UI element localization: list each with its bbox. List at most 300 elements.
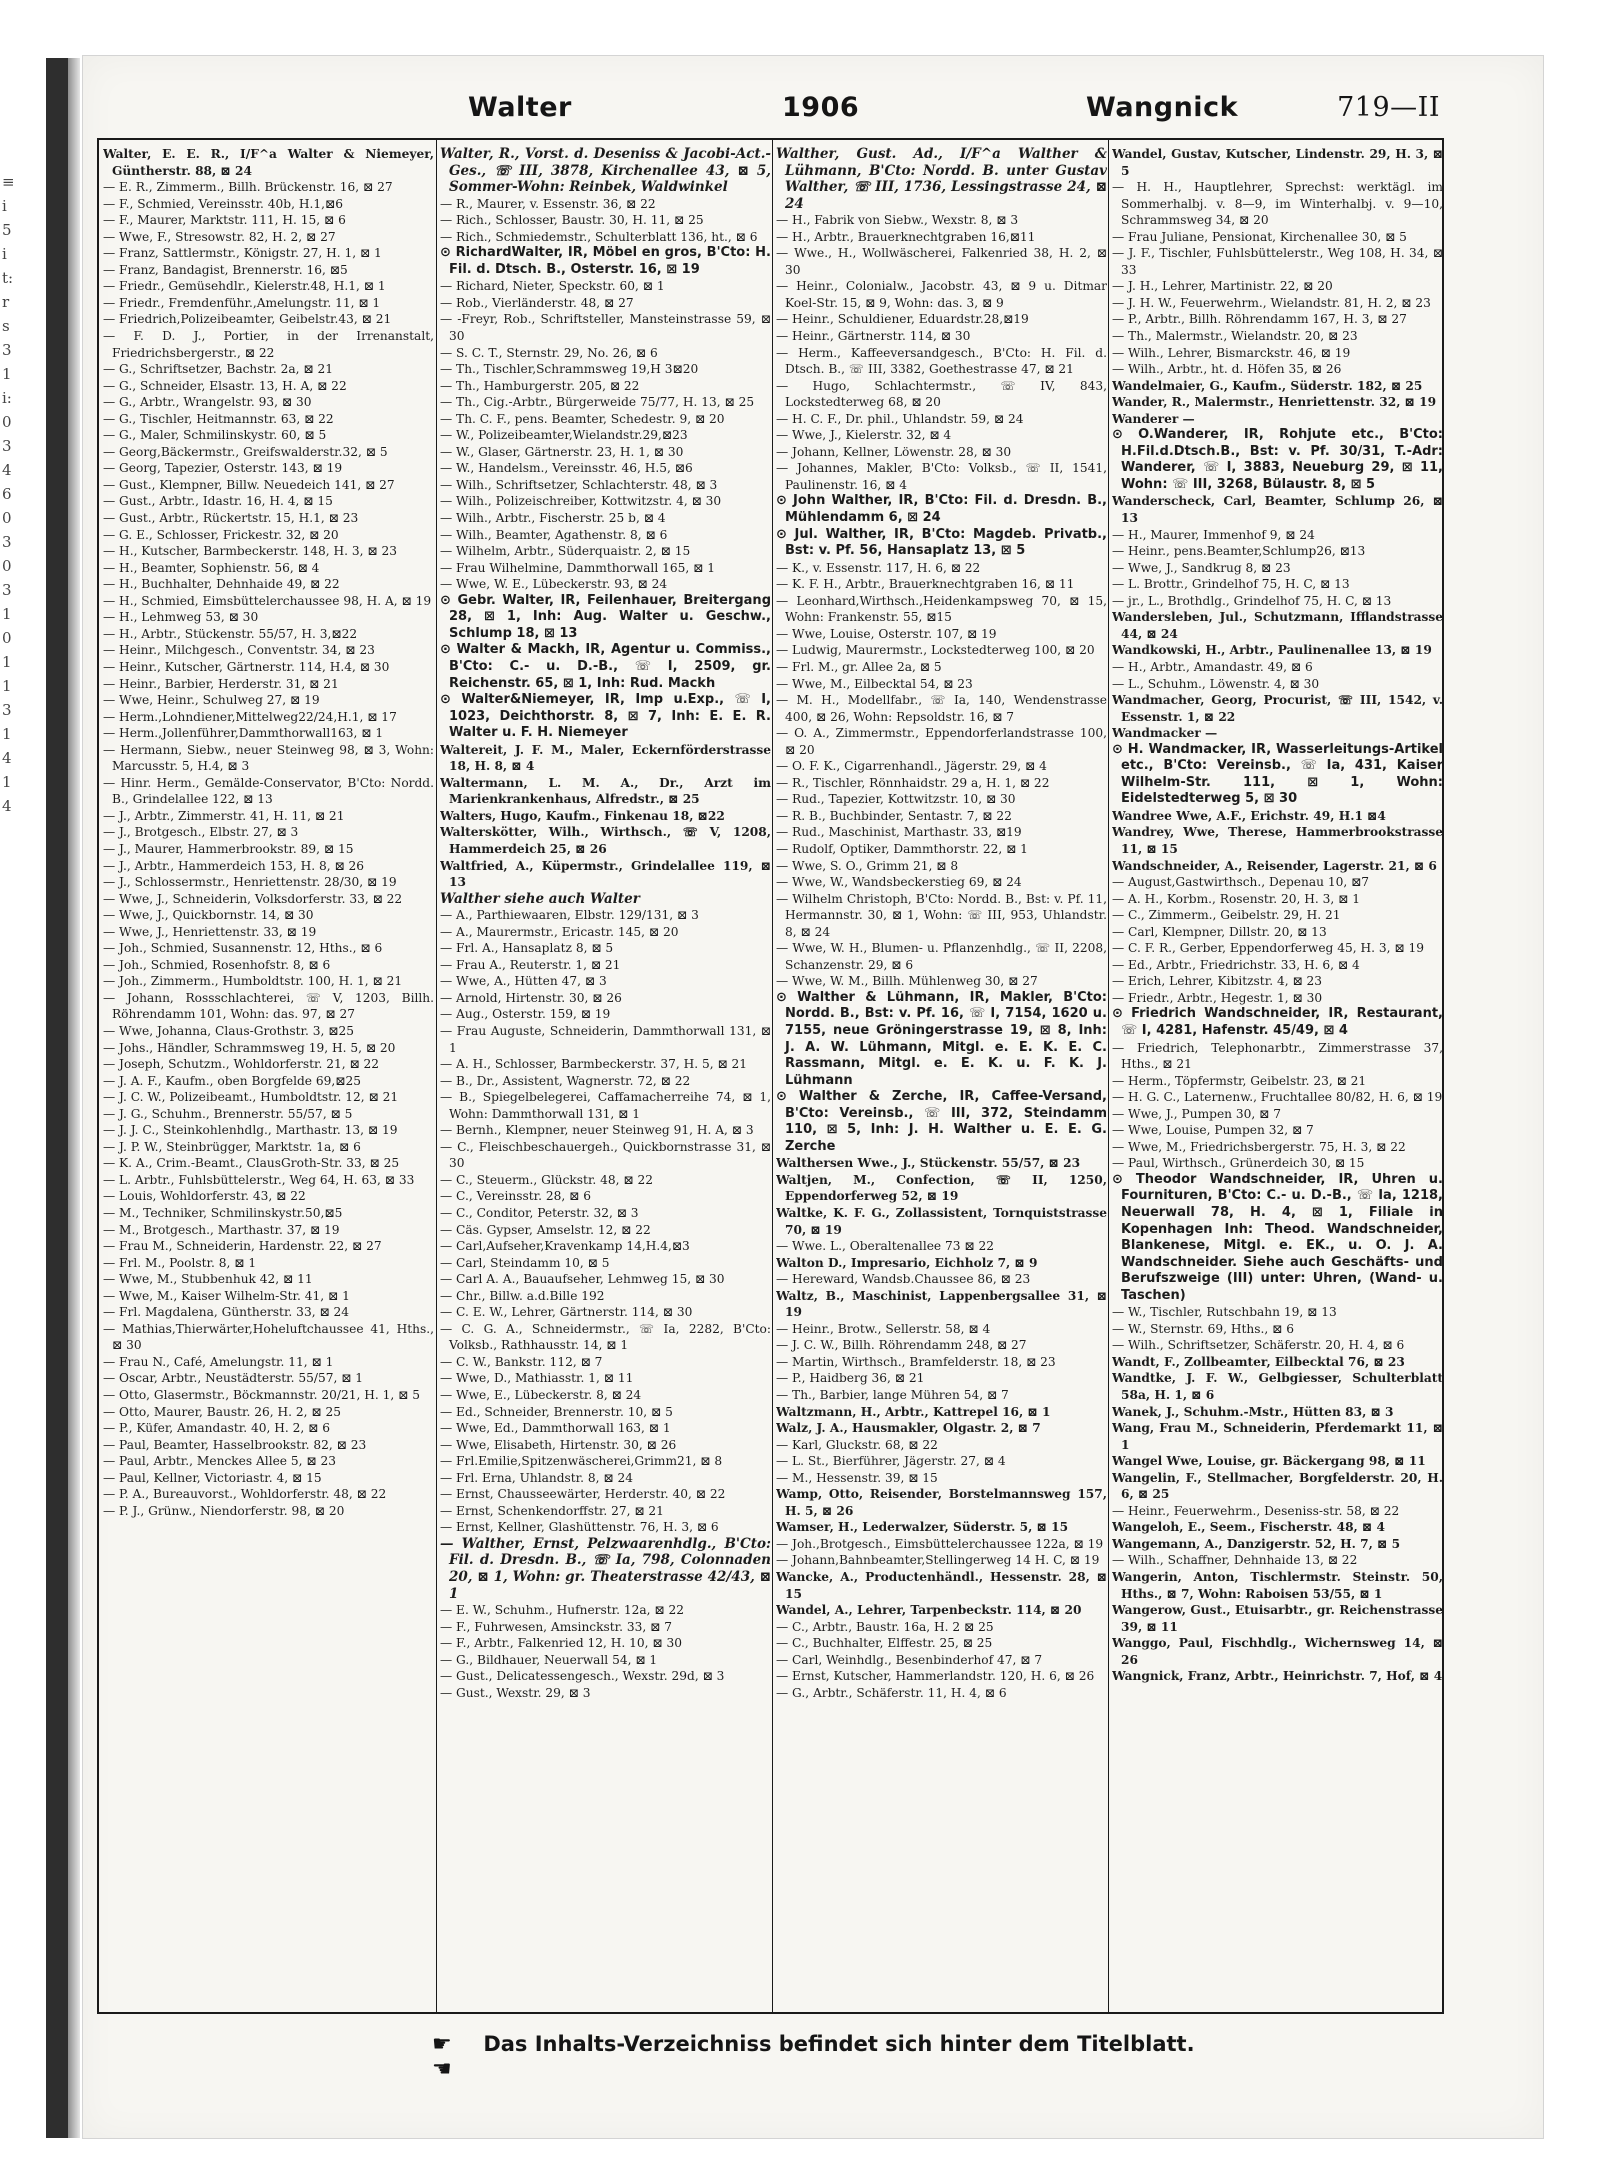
directory-entry: ⊙ Walther & Zerche, IR, Caffee-Versand, B'Cto: Vereinsb., ☏ III, 372, Steindamm 110, ⊠ 5, Inh: J. H. Walther u. E. E. G. Zerche (776, 1089, 1107, 1154)
directory-entry: Wandree Wwe, A.F., Erichstr. 49, H.1 ⊠4 (1112, 808, 1386, 823)
margin-mark: 0 (2, 413, 12, 431)
directory-entry: — J. H. W., Feuerwehrm., Wielandstr. 81, H. 2, ⊠ 23 (1112, 295, 1431, 310)
directory-entry: — Paul, Beamter, Hasselbrookstr. 82, ⊠ 23 (103, 1437, 367, 1452)
page-header (90, 92, 1440, 132)
page-number: 719—II (1337, 92, 1440, 123)
directory-entry: — Paul, Kellner, Victoriastr. 4, ⊠ 15 (103, 1470, 322, 1485)
directory-entry: — Georg,Bäckermstr., Greifswalderstr.32, ⊠ 5 (103, 444, 388, 459)
directory-entry: Walterskötter, Wilh., Wirthsch., ☏ V, 1208, Hammerdeich 25, ⊠ 26 (440, 825, 771, 856)
listing-frame (97, 138, 1444, 2014)
directory-entry: ⊙ John Walther, IR, B'Cto: Fil. d. Dresdn. B., Mühlendamm 6, ⊠ 24 (776, 493, 1107, 526)
column-rule (436, 140, 437, 2012)
directory-entry: — Wwe., H., Wollwäscherei, Falkenried 38, H. 2, ⊠ 30 (776, 246, 1107, 277)
directory-entry: — P. A., Bureauvorst., Wohldorferstr. 48, ⊠ 22 (103, 1487, 387, 1502)
directory-entry: — Frl. A., Hansaplatz 8, ⊠ 5 (440, 941, 614, 956)
directory-entry: — Carl A. A., Bauaufseher, Lehmweg 15, ⊠ 30 (440, 1272, 725, 1287)
directory-entry: — Gust., Wexstr. 29, ⊠ 3 (440, 1685, 591, 1700)
directory-entry: — Heinr., pens.Beamter,Schlump26, ⊠13 (1112, 544, 1366, 559)
directory-entry: Waltke, K. F. G., Zollassistent, Tornquiststrasse 70, ⊠ 19 (776, 1206, 1107, 1237)
margin-mark: 1 (2, 653, 12, 671)
pointing-hand-icon: ☛ (432, 2032, 452, 2057)
directory-entry: — P., Arbtr., Billh. Röhrendamm 167, H. 3, ⊠ 27 (1112, 312, 1407, 327)
directory-entry: — Joh., Zimmerm., Humboldtstr. 100, H. 1, ⊠ 21 (103, 974, 403, 989)
directory-entry: ⊙ Walther & Lühmann, IR, Makler, B'Cto: Nordd. B., Bst: v. Pf. 16, ☏ I, 7154, 1620 u. 7155, neue Gröningerstrasse 19, ⊠ 8, Inh: J. A. W. Lühmann, Mitgl. e. E. K. E. C. Rassmann, Mitgl. e. E. K. u. F. K. J. Lühmann (776, 989, 1107, 1088)
directory-entry: — Frau M., Schneiderin, Hardenstr. 22, ⊠ 27 (103, 1239, 382, 1254)
directory-entry: — L., Schuhm., Löwenstr. 4, ⊠ 30 (1112, 676, 1320, 691)
directory-entry: — G., Schneider, Elsastr. 13, H. A, ⊠ 22 (103, 378, 347, 393)
directory-entry: — Johs., Händler, Schrammsweg 19, H. 5, ⊠ 20 (103, 1040, 396, 1055)
directory-entry: — B., Dr., Assistent, Wagnerstr. 72, ⊠ 22 (440, 1073, 691, 1088)
directory-entry: — F., Arbtr., Falkenried 12, H. 10, ⊠ 30 (440, 1636, 683, 1651)
directory-entry: — C., Fleischbeschauergeh., Quickbornstrasse 31, ⊠ 30 (440, 1139, 771, 1171)
directory-entry: — F. D. J., Portier, in der Irrenanstalt, Friedrichsbergerstr., ⊠ 22 (103, 329, 434, 360)
directory-entry: — H., Lehmweg 53, ⊠ 30 (103, 610, 259, 625)
directory-entry: — W., Glaser, Gärtnerstr. 23, H. 1, ⊠ 30 (440, 444, 684, 459)
directory-entry: — Wilh., Schaffner, Dehnhaide 13, ⊠ 22 (1112, 1553, 1358, 1568)
directory-entry: — G., Tischler, Heitmannstr. 63, ⊠ 22 (103, 411, 334, 426)
directory-entry: — Frl. M., Poolstr. 8, ⊠ 1 (103, 1255, 257, 1270)
directory-entry: ⊙ O.Wanderer, IR, Rohjute etc., B'Cto: H.Fil.d.Dtsch.B., Bst: v. Pf. 30/31, T.-Adr: Wanderer, ☏ I, 3883, Neueburg 29, ⊠ 11, Wohn: ☏ III, 3268, Bülaustr. 8, ⊠ 5 (1112, 427, 1443, 492)
directory-entry: — C. G. A., Schneidermstr., ☏ Ia, 2282, B'Cto: Volksb., Rathhausstr. 14, ⊠ 1 (440, 1321, 771, 1353)
directory-entry: Wandel, Gustav, Kutscher, Lindenstr. 29, H. 3, ⊠ 5 (1112, 147, 1443, 178)
directory-entry: — Herm., Kaffeeversandgesch., B'Cto: H. Fil. d. Dtsch. B., ☏ III, 3382, Goethestrasse 47, ⊠ 21 (776, 345, 1107, 377)
directory-entry: — E. R., Zimmerm., Billh. Brückenstr. 16, ⊠ 27 (103, 180, 393, 195)
directory-entry: Walther, Gust. Ad., I/F^a Walther & Lühmann, B'Cto: Nordd. B. unter Gustav Walther, ☏ III, 1736, Lessingstrasse 24, ⊠ 24 (776, 146, 1107, 212)
directory-entry: — H. H., Hauptlehrer, Sprechst: werktägl. im Sommerhalbj. v. 8—9, im Winterhalbj. v. 9—10, Schrammsweg 34, ⊠ 20 (1112, 180, 1443, 228)
margin-mark: 3 (2, 437, 12, 455)
directory-entry: — Wwe, M., Eilbecktal 54, ⊠ 23 (776, 676, 973, 691)
directory-entry: ⊙ Walter & Mackh, IR, Agentur u. Commiss., B'Cto: C.- u. D.-B., ☏ I, 2509, gr. Reichenstr. 65, ⊠ 1, Inh: Rud. Mackh (440, 642, 771, 691)
directory-entry: — Frau Auguste, Schneiderin, Dammthorwall 131, ⊠ 1 (440, 1023, 771, 1055)
directory-entry: Wamser, H., Lederwalzer, Süderstr. 5, ⊠ 15 (776, 1520, 1069, 1535)
margin-mark: 5 (2, 221, 12, 239)
directory-entry: — J. J. C., Steinkohlenhdlg., Marthastr. 13, ⊠ 19 (103, 1123, 398, 1138)
directory-entry: — -Freyr, Rob., Schriftsteller, Mansteinstrasse 59, ⊠ 30 (440, 312, 771, 344)
directory-entry: — G. E., Schlosser, Frickestr. 32, ⊠ 20 (103, 527, 339, 542)
directory-entry: — R., Tischler, Rönnhaidstr. 29 a, H. 1, ⊠ 22 (776, 775, 1050, 790)
directory-entry: Wandt, F., Zollbeamter, Eilbecktal 76, ⊠ 23 (1112, 1354, 1405, 1369)
directory-entry: — C., Vereinsstr. 28, ⊠ 6 (440, 1189, 591, 1204)
directory-entry: — Wwe, M., Friedrichsbergerstr. 75, H. 3, ⊠ 22 (1112, 1139, 1406, 1154)
directory-entry: — W., Sternstr. 69, Hths., ⊠ 6 (1112, 1321, 1294, 1336)
directory-entry: Waltzmann, H., Arbtr., Kattrepel 16, ⊠ 1 (776, 1404, 1051, 1419)
margin-mark: 0 (2, 557, 12, 575)
directory-entry: — Gust., Arbtr., Rückertstr. 15, H.1, ⊠ 23 (103, 511, 359, 526)
directory-entry: — Otto, Glasermstr., Böckmannstr. 20/21, H. 1, ⊠ 5 (103, 1388, 420, 1403)
directory-entry: — Frl.Emilie,Spitzenwäscherei,Grimm21, ⊠ 8 (440, 1454, 723, 1469)
directory-entry: — M., Techniker, Schmilinskystr.50,⊠5 (103, 1206, 343, 1220)
directory-entry: — Ludwig, Maurermstr., Lockstedterweg 100, ⊠ 20 (776, 643, 1095, 658)
directory-entry: — Paul, Arbtr., Menckes Allee 5, ⊠ 23 (103, 1454, 336, 1469)
margin-mark: i (2, 197, 7, 215)
directory-entry: — Heinr., Schuldiener, Eduardstr.28,⊠19 (776, 312, 1029, 327)
directory-entry: — Wwe, J., Schneiderin, Volksdorferstr. 33, ⊠ 22 (103, 891, 403, 906)
directory-entry: — W., Tischler, Rutschbahn 19, ⊠ 13 (1112, 1305, 1337, 1320)
directory-entry: — Wilh., Arbtr., ht. d. Höfen 35, ⊠ 26 (1112, 362, 1342, 377)
directory-entry: — Ernst, Chausseewärter, Herderstr. 40, ⊠ 22 (440, 1487, 726, 1502)
directory-entry: Walter, R., Vorst. d. Deseniss & Jacobi-Act.-Ges., ☏ III, 3878, Kirchenallee 43, ⊠ 5, Sommer-Wohn: Reinbek, Waldwinkel (440, 146, 771, 196)
directory-entry: — Wilh., Arbtr., Fischerstr. 25 b, ⊠ 4 (440, 511, 666, 526)
directory-entry: — J., Arbtr., Zimmerstr. 41, H. 11, ⊠ 21 (103, 808, 345, 823)
margin-mark: 1 (2, 605, 12, 623)
directory-entry: — O. A., Zimmermstr., Eppendorferlandstrasse 100, ⊠ 20 (776, 726, 1107, 757)
directory-entry: Walton D., Impresario, Eichholz 7, ⊠ 9 (776, 1255, 1038, 1270)
directory-entry: — Wilh., Beamter, Agathenstr. 8, ⊠ 6 (440, 527, 668, 542)
directory-entry: — Wwe, J., Pumpen 30, ⊠ 7 (1112, 1106, 1281, 1121)
directory-entry: — G., Arbtr., Wrangelstr. 93, ⊠ 30 (103, 395, 312, 410)
directory-entry: — Wwe, M., Kaiser Wilhelm-Str. 41, ⊠ 1 (103, 1288, 350, 1303)
directory-entry: — W., Handelsm., Vereinsstr. 46, H.5, ⊠6 (440, 461, 693, 476)
margin-mark: 1 (2, 365, 12, 383)
directory-entry: — L. St., Bierführer, Jägerstr. 27, ⊠ 4 (776, 1454, 1006, 1469)
directory-entry: Wangerow, Gust., Etuisarbtr., gr. Reichenstrasse 39, ⊠ 11 (1112, 1603, 1443, 1634)
directory-entry: — C. W., Bankstr. 112, ⊠ 7 (440, 1354, 603, 1369)
directory-entry: — Th., Cig.-Arbtr., Bürgerweide 75/77, H. 13, ⊠ 25 (440, 395, 755, 410)
directory-entry: — H., Arbtr., Brauerknechtgraben 16,⊠11 (776, 229, 1036, 244)
directory-entry: ⊙ Jul. Walther, IR, B'Cto: Magdeb. Privatb., Bst: v. Pf. 56, Hansaplatz 13, ⊠ 5 (776, 526, 1107, 559)
directory-entry: — S. C. T., Sternstr. 29, No. 26, ⊠ 6 (440, 345, 658, 360)
directory-entry: — Wwe, Ed., Dammthorwall 163, ⊠ 1 (440, 1421, 671, 1436)
directory-entry: — F., Maurer, Marktstr. 111, H. 15, ⊠ 6 (103, 213, 346, 228)
directory-entry: — Herm.,Jollenführer,Dammthorwall163, ⊠ 1 (103, 726, 384, 741)
directory-entry: Wangnick, Franz, Arbtr., Heinrichstr. 7, Hof, ⊠ 4 (1112, 1669, 1443, 1684)
directory-entry: Wandmacker — (1112, 726, 1218, 741)
directory-entry: — A. H., Schlosser, Barmbeckerstr. 37, H. 5, ⊠ 21 (440, 1057, 748, 1072)
directory-entry: — P., Haidberg 36, ⊠ 21 (776, 1371, 925, 1386)
directory-entry: Wangeloh, E., Seem., Fischerstr. 48, ⊠ 4 (1112, 1520, 1385, 1535)
facing-page-margin (2, 170, 18, 818)
directory-entry: Waltjen, M., Confection, ☏ II, 1250, Eppendorferweg 52, ⊠ 19 (776, 1172, 1107, 1204)
directory-entry: — Gust., Delicatessengesch., Wexstr. 29d, ⊠ 3 (440, 1669, 725, 1684)
directory-entry: Wanggo, Paul, Fischhdlg., Wichernsweg 14, ⊠ 26 (1112, 1636, 1443, 1667)
directory-entry: — Frl. Erna, Uhlandstr. 8, ⊠ 24 (440, 1470, 633, 1485)
directory-entry: — Gust., Klempner, Billw. Neuedeich 141, ⊠ 27 (103, 477, 395, 492)
directory-entry: — Heinr., Kutscher, Gärtnerstr. 114, H.4, ⊠ 30 (103, 659, 390, 674)
directory-entry: Waltermann, L. M. A., Dr., Arzt im Marienkrankenhaus, Alfredstr., ⊠ 25 (440, 775, 771, 807)
directory-entry: — Wwe, W. H., Blumen- u. Pflanzenhdlg., ☏ II, 2208, Schanzenstr. 29, ⊠ 6 (776, 941, 1107, 972)
directory-entry: — K. A., Crim.-Beamt., ClausGroth-Str. 33, ⊠ 25 (103, 1156, 400, 1171)
directory-entry: ⊙ Gebr. Walter, IR, Feilenhauer, Breitergang 28, ⊠ 1, Inh: Aug. Walter u. Geschw., Schlump 18, ⊠ 13 (440, 592, 771, 641)
header-first-entry: Walter (468, 92, 572, 123)
directory-entry: — Friedr., Fremdenführ.,Amelungstr. 11, ⊠ 1 (103, 295, 381, 310)
directory-entry: Wang, Frau M., Schneiderin, Pferdemarkt 11, ⊠ 1 (1112, 1421, 1443, 1452)
directory-entry: — Erich, Lehrer, Kibitzstr. 4, ⊠ 23 (1112, 974, 1323, 989)
directory-entry: ⊙ Walter&Niemeyer, IR, Imp u.Exp., ☏ I, 1023, Deichthorstr. 8, ⊠ 7, Inh: E. E. R. Walter u. F. H. Niemeyer (440, 692, 771, 741)
directory-entry: — Wwe, D., Mathiasstr. 1, ⊠ 11 (440, 1371, 634, 1386)
directory-entry: — Rudolf, Optiker, Dammthorstr. 22, ⊠ 1 (776, 841, 1028, 856)
directory-entry: — Herm., Töpfermstr, Geibelstr. 23, ⊠ 21 (1112, 1073, 1367, 1088)
column-rule (1108, 140, 1109, 2012)
directory-entry: — Chr., Billw. a.d.Bille 192 (440, 1288, 605, 1303)
directory-entry: — Gust., Arbtr., Idastr. 16, H. 4, ⊠ 15 (103, 494, 333, 509)
directory-entry: Wangerin, Anton, Tischlermstr. Steinstr. 50, Hths., ⊠ 7, Wohn: Raboisen 53/55, ⊠ 1 (1112, 1570, 1443, 1601)
directory-entry: — Frau N., Café, Amelungstr. 11, ⊠ 1 (103, 1354, 334, 1369)
directory-entry: — Walther, Ernst, Pelzwaarenhdlg., B'Cto: Fil. d. Dresdn. B., ☏ Ia, 798, Colonnaden 20, ⊠ 1, Wohn: gr. Theaterstrasse 42/43, ⊠ 1 (440, 1535, 771, 1602)
directory-entry: — A., Parthiewaaren, Elbstr. 129/131, ⊠ 3 (440, 908, 699, 923)
directory-entry: — B., Spiegelbelegerei, Caffamacherreihe 74, ⊠ 1, Wohn: Dammthorwall 131, ⊠ 1 (440, 1090, 771, 1121)
margin-mark: 4 (2, 461, 12, 479)
directory-entry: — Th., Hamburgerstr. 205, ⊠ 22 (440, 378, 640, 393)
column-rule (772, 140, 773, 2012)
directory-entry: — Friedrich, Telephonarbtr., Zimmerstrasse 37, Hths., ⊠ 21 (1112, 1040, 1443, 1072)
margin-mark: 3 (2, 701, 12, 719)
column-1 (103, 146, 434, 1519)
header-year: 1906 (782, 92, 860, 123)
directory-entry: — E. W., Schuhm., Hufnerstr. 12a, ⊠ 22 (440, 1603, 685, 1618)
directory-entry: — Joh.,Brotgesch., Eimsbüttelerchaussee 122a, ⊠ 19 (776, 1536, 1104, 1551)
directory-entry: — C. E. W., Lehrer, Gärtnerstr. 114, ⊠ 30 (440, 1305, 693, 1320)
directory-entry: — Rich., Schmiedemstr., Schulterblatt 136, ht., ⊠ 6 (440, 229, 758, 244)
directory-entry: — G., Schriftsetzer, Bachstr. 2a, ⊠ 21 (103, 362, 334, 377)
directory-entry: — O. F. K., Cigarrenhandl., Jägerstr. 29, ⊠ 4 (776, 759, 1047, 774)
directory-entry: — P. J., Grünw., Niendorferstr. 98, ⊠ 20 (103, 1503, 345, 1518)
directory-entry: — Oscar, Arbtr., Neustädterstr. 55/57, ⊠ 1 (103, 1371, 364, 1386)
directory-entry: — H., Beamter, Sophienstr. 56, ⊠ 4 (103, 560, 320, 575)
directory-entry: Wangemann, A., Danzigerstr. 52, H. 7, ⊠ 5 (1112, 1536, 1401, 1551)
directory-entry: — J. C. W., Billh. Röhrendamm 248, ⊠ 27 (776, 1338, 1027, 1353)
directory-entry: — Heinr., Brotw., Sellerstr. 58, ⊠ 4 (776, 1321, 991, 1336)
margin-mark: 3 (2, 341, 12, 359)
directory-entry: — Mathias,Thierwärter,Hoheluftchaussee 41, Hths., ⊠ 30 (103, 1321, 434, 1353)
margin-mark: 0 (2, 509, 12, 527)
directory-entry: — K. F. H., Arbtr., Brauerknechtgraben 16, ⊠ 11 (776, 577, 1075, 592)
directory-entry: ⊙ Theodor Wandschneider, IR, Uhren u. Fournituren, B'Cto: C.- u. D.-B., ☏ Ia, 1218, Neuerwall 78, H. 4, ⊠ 1, Filiale in Kopenhagen Inh: Theod. Wandschneider, Blankenese, Mitgl. e. EK., u. O. J. A. Wandschneider. Siehe auch Geschäfts- und Berufszweige (III) unter: Uhren, (Wand- u. Taschen) (1112, 1171, 1443, 1303)
directory-entry: — Wwe, A., Hütten 47, ⊠ 3 (440, 974, 607, 989)
directory-entry: — Georg, Tapezier, Osterstr. 143, ⊠ 19 (103, 461, 343, 476)
directory-entry: — Wwe, W. E., Lübeckerstr. 93, ⊠ 24 (440, 577, 668, 592)
directory-entry: — Frau A., Reuterstr. 1, ⊠ 21 (440, 957, 621, 972)
directory-entry: — J., Maurer, Hammerbrookstr. 89, ⊠ 15 (103, 841, 354, 856)
directory-entry: — Herm.,Lohndiener,Mittelweg22/24,H.1, ⊠ 17 (103, 709, 397, 724)
margin-mark: 1 (2, 725, 12, 743)
directory-entry: — Frau Juliane, Pensionat, Kirchenallee 30, ⊠ 5 (1112, 229, 1407, 244)
directory-entry: — Ed., Schneider, Brennerstr. 10, ⊠ 5 (440, 1404, 673, 1419)
margin-mark: 1 (2, 677, 12, 695)
directory-entry: — J. H., Lehrer, Martinistr. 22, ⊠ 20 (1112, 279, 1333, 294)
directory-entry: Wandel, A., Lehrer, Tarpenbeckstr. 114, ⊠ 20 (776, 1603, 1082, 1618)
directory-entry: — Hugo, Schlachtermstr., ☏ IV, 843, Lockstedterweg 68, ⊠ 20 (776, 378, 1107, 410)
directory-entry: — Richard, Nieter, Speckstr. 60, ⊠ 1 (440, 279, 665, 294)
directory-entry: — Joh., Schmied, Rosenhofstr. 8, ⊠ 6 (103, 957, 331, 972)
margin-mark: i (2, 245, 7, 263)
directory-entry: — W., Polizeibeamter,Wielandstr.29,⊠23 (440, 428, 688, 443)
margin-mark: 0 (2, 629, 12, 647)
directory-entry: — J., Schlossermstr., Henriettenstr. 28/30, ⊠ 19 (103, 875, 397, 890)
directory-entry: — F., Fuhrwesen, Amsinckstr. 33, ⊠ 7 (440, 1619, 672, 1634)
directory-entry: — Frl. Magdalena, Güntherstr. 33, ⊠ 24 (103, 1305, 350, 1320)
directory-entry: — Arnold, Hirtenstr. 30, ⊠ 26 (440, 990, 622, 1005)
directory-entry: — Frl. M., gr. Allee 2a, ⊠ 5 (776, 659, 942, 674)
directory-entry: ⊙ Friedrich Wandschneider, IR, Restaurant, ☏ I, 4281, Hafenstr. 45/49, ⊠ 4 (1112, 1006, 1443, 1038)
directory-entry: — Th., Malermstr., Wielandstr. 20, ⊠ 23 (1112, 329, 1358, 344)
directory-entry: Walters, Hugo, Kaufm., Finkenau 18, ⊠22 (440, 808, 725, 823)
directory-entry: — Hermann, Siebw., neuer Steinweg 98, ⊠ 3, Wohn: Marcusstr. 5, H.4, ⊠ 3 (103, 742, 434, 774)
directory-entry: — C. F. R., Gerber, Eppendorferweg 45, H. 3, ⊠ 19 (1112, 941, 1424, 956)
directory-entry: — Wwe, M., Stubbenhuk 42, ⊠ 11 (103, 1272, 313, 1287)
margin-mark: 3 (2, 533, 12, 551)
directory-entry: — Wwe, W. M., Billh. Mühlenweg 30, ⊠ 27 (776, 974, 1038, 989)
directory-entry: — H., Buchhalter, Dehnhaide 49, ⊠ 22 (103, 577, 340, 592)
directory-entry: — Rud., Maschinist, Marthastr. 33, ⊠19 (776, 825, 1022, 840)
directory-entry: — Wwe, S. O., Grimm 21, ⊠ 8 (776, 858, 959, 873)
margin-mark: s (2, 317, 10, 335)
margin-mark: r (2, 293, 10, 311)
directory-entry: Waltfried, A., Küpermstr., Grindelallee 119, ⊠ 13 (440, 858, 771, 890)
directory-entry: — Wwe, J., Henriettenstr. 33, ⊠ 19 (103, 924, 317, 939)
directory-entry: — C., Buchhalter, Elffestr. 25, ⊠ 25 (776, 1636, 993, 1651)
directory-entry: — Wwe, J., Kielerstr. 32, ⊠ 4 (776, 428, 952, 443)
directory-entry: — Ernst, Schenkendorffstr. 27, ⊠ 21 (440, 1503, 664, 1518)
directory-entry: — jr., L., Brothdlg., Grindelhof 75, H. C, ⊠ 13 (1112, 593, 1392, 608)
directory-entry: — Karl, Gluckstr. 68, ⊠ 22 (776, 1437, 938, 1452)
directory-entry: — C., Steuerm., Glückstr. 48, ⊠ 22 (440, 1172, 654, 1187)
directory-entry: — Paul, Wirthsch., Grünerdeich 30, ⊠ 15 (1112, 1156, 1365, 1171)
directory-entry: — M., Brotgesch., Marthastr. 37, ⊠ 19 (103, 1222, 340, 1237)
footer-note (432, 2032, 1212, 2082)
directory-entry: — Heinr., Colonialw., Jacobstr. 43, ⊠ 9 u. Ditmar Koel-Str. 15, ⊠ 9, Wohn: das. 3, ⊠ 9 (776, 279, 1107, 310)
footer-text: Das Inhalts-Verzeichniss befindet sich hinter dem Titelblatt. (483, 2032, 1195, 2056)
directory-entry: Wangelin, F., Stellmacher, Borgfelderstr. 20, H. 6, ⊠ 25 (1112, 1470, 1443, 1502)
directory-entry: — R. B., Buchbinder, Sentastr. 7, ⊠ 22 (776, 808, 1012, 823)
directory-entry: — Ernst, Kutscher, Hammerlandstr. 120, H. 6, ⊠ 26 (776, 1669, 1095, 1684)
directory-entry: Wamp, Otto, Reisender, Borstelmannsweg 157, H. 5, ⊠ 26 (776, 1487, 1107, 1518)
directory-entry: — Ed., Arbtr., Friedrichstr. 33, H. 6, ⊠ 4 (1112, 957, 1360, 972)
directory-entry: — R., Maurer, v. Essenstr. 36, ⊠ 22 (440, 196, 656, 211)
directory-entry: — F., Schmied, Vereinsstr. 40b, H.1,⊠6 (103, 196, 343, 211)
directory-entry: — August,Gastwirthsch., Depenau 10, ⊠7 (1112, 875, 1370, 890)
directory-entry: — Wilh., Schriftsetzer, Schlachterstr. 48, ⊠ 3 (440, 477, 718, 492)
margin-mark: ≡ (2, 173, 15, 191)
directory-entry: — M. H., Modellfabr., ☏ Ia, 140, Wendenstrasse 400, ⊠ 26, Wohn: Repsoldstr. 16, ⊠ 7 (776, 693, 1107, 724)
directory-entry: — J. C. W., Polizeibeamt., Humboldtstr. 12, ⊠ 21 (103, 1090, 399, 1105)
pointing-hand-icon: ☚ (432, 2057, 452, 2082)
directory-entry: — Otto, Maurer, Baustr. 26, H. 2, ⊠ 25 (103, 1404, 341, 1419)
binding-gradient (68, 58, 80, 2138)
directory-entry: Wanderscheck, Carl, Beamter, Schlump 26, ⊠ 13 (1112, 494, 1443, 526)
directory-entry: — Martin, Wirthsch., Bramfelderstr. 18, ⊠ 23 (776, 1354, 1056, 1369)
directory-entry: Wandrey, Wwe, Therese, Hammerbrookstrasse 11, ⊠ 15 (1112, 825, 1443, 856)
directory-entry: Wander, R., Malermstr., Henriettenstr. 32, ⊠ 19 (1112, 395, 1437, 410)
directory-entry: — Heinr., Feuerwehrm., Deseniss-str. 58, ⊠ 22 (1112, 1503, 1400, 1518)
header-last-entry: Wangnick (1086, 92, 1239, 123)
directory-entry: — Wwe, E., Lübeckerstr. 8, ⊠ 24 (440, 1388, 642, 1403)
directory-entry: — Th. C. F., pens. Beamter, Schedestr. 9, ⊠ 20 (440, 411, 725, 426)
directory-entry: — Wilh., Polizeischreiber, Kottwitzstr. 4, ⊠ 30 (440, 494, 722, 509)
directory-entry: — M., Hessenstr. 39, ⊠ 15 (776, 1470, 938, 1485)
margin-mark: 6 (2, 485, 12, 503)
directory-entry: — J. P. W., Steinbrügger, Marktstr. 1a, ⊠ 6 (103, 1139, 361, 1154)
directory-entry: Wandschneider, A., Reisender, Lagerstr. 21, ⊠ 6 (1112, 858, 1437, 873)
directory-entry: — Carl, Weinhdlg., Besenbinderhof 47, ⊠ 7 (776, 1652, 1043, 1667)
directory-entry: — H., Arbtr., Amandastr. 49, ⊠ 6 (1112, 659, 1313, 674)
directory-entry: — Franz, Sattlermstr., Königstr. 27, H. 1, ⊠ 1 (103, 246, 382, 261)
directory-entry: — Wilhelm Christoph, B'Cto: Nordd. B., Bst: v. Pf. 11, Hermannstr. 30, ⊠ 1, Wohn: ☏ III, 953, Uhlandstr. 8, ⊠ 24 (776, 891, 1107, 939)
directory-entry: — Rich., Schlosser, Baustr. 30, H. 11, ⊠ 25 (440, 213, 704, 228)
directory-entry: ⊙ RichardWalter, IR, Möbel en gros, B'Cto: H. Fil. d. Dtsch. B., Osterstr. 16, ⊠ 19 (440, 245, 771, 277)
directory-entry: — Wilh., Lehrer, Bismarckstr. 46, ⊠ 19 (1112, 345, 1351, 360)
directory-entry: — K., v. Essenstr. 117, H. 6, ⊠ 22 (776, 560, 981, 575)
directory-entry: — H., Maurer, Immenhof 9, ⊠ 24 (1112, 527, 1315, 542)
directory-entry: — L. Arbtr., Fuhlsbüttelerstr., Weg 64, H. 63, ⊠ 33 (103, 1172, 415, 1187)
directory-entry: — Wwe, Elisabeth, Hirtenstr. 30, ⊠ 26 (440, 1437, 677, 1452)
directory-entry: — J., Arbtr., Hammerdeich 153, H. 8, ⊠ 26 (103, 858, 365, 873)
directory-entry: — Wilhelm, Arbtr., Süderquaistr. 2, ⊠ 15 (440, 544, 691, 559)
directory-entry: — Wwe, Johanna, Claus-Grothstr. 3, ⊠25 (103, 1023, 354, 1038)
directory-entry: Wandersleben, Jul., Schutzmann, Ifflandstrasse 44, ⊠ 24 (1112, 610, 1443, 641)
directory-entry: — Joh., Schmied, Susannenstr. 12, Hths., ⊠ 6 (103, 941, 383, 956)
directory-entry: — J. G., Schuhm., Brennerstr. 55/57, ⊠ 5 (103, 1106, 353, 1121)
directory-entry: — A. H., Korbm., Rosenstr. 20, H. 3, ⊠ 1 (1112, 891, 1360, 906)
margin-mark: i: (2, 389, 12, 407)
directory-entry: — J., Brotgesch., Elbstr. 27, ⊠ 3 (103, 825, 299, 840)
directory-entry: — Louis, Wohldorferstr. 43, ⊠ 22 (103, 1189, 306, 1204)
directory-entry: — Th., Tischler,Schrammsweg 19,H 3⊠20 (440, 362, 699, 377)
margin-mark: 1 (2, 773, 12, 791)
directory-entry: — Wilh., Schriftsetzer, Schäferstr. 20, H. 4, ⊠ 6 (1112, 1338, 1405, 1353)
directory-entry: — C., Zimmerm., Geibelstr. 29, H. 21 (1112, 908, 1341, 923)
directory-entry: — H., Kutscher, Barmbeckerstr. 148, H. 3, ⊠ 23 (103, 544, 398, 559)
directory-entry: — J. A. F., Kaufm., oben Borgfelde 69,⊠25 (103, 1073, 361, 1088)
directory-entry: — Bernh., Klempner, neuer Steinweg 91, H. A, ⊠ 3 (440, 1123, 754, 1138)
directory-entry: Wanderer — (1112, 411, 1195, 426)
directory-entry: — Joseph, Schutzm., Wohldorferstr. 21, ⊠ 22 (103, 1057, 380, 1072)
directory-entry: — Carl, Steindamm 10, ⊠ 5 (440, 1255, 610, 1270)
directory-entry: — Johann, Rossschlachterei, ☏ V, 1203, Billh. Röhrendamm 101, Wohn: das. 97, ⊠ 27 (103, 990, 434, 1022)
directory-entry: — Wwe, Louise, Osterstr. 107, ⊠ 19 (776, 626, 997, 641)
directory-entry: — Johann, Kellner, Löwenstr. 28, ⊠ 30 (776, 444, 1012, 459)
directory-entry: — Cäs. Gypser, Amselstr. 12, ⊠ 22 (440, 1222, 651, 1237)
directory-entry: — Friedr., Arbtr., Hegestr. 1, ⊠ 30 (1112, 990, 1323, 1005)
directory-entry: Walz, J. A., Hausmakler, Olgastr. 2, ⊠ 7 (776, 1421, 1041, 1436)
directory-entry: — H. C. F., Dr. phil., Uhlandstr. 59, ⊠ 24 (776, 411, 1024, 426)
directory-entry: Wangel Wwe, Louise, gr. Bäckergang 98, ⊠ 11 (1112, 1454, 1426, 1469)
directory-entry: — Th., Barbier, lange Mühren 54, ⊠ 7 (776, 1388, 1009, 1403)
directory-entry: Walther siehe auch Walter (440, 890, 640, 907)
binding-shadow (46, 58, 68, 2138)
margin-mark: 4 (2, 749, 12, 767)
directory-entry: — H., Fabrik von Siebw., Wexstr. 8, ⊠ 3 (776, 213, 1019, 228)
directory-entry: — Wwe. L., Oberaltenallee 73 ⊠ 22 (776, 1239, 994, 1254)
directory-entry: — G., Bildhauer, Neuerwall 54, ⊠ 1 (440, 1652, 658, 1667)
directory-entry: ⊙ H. Wandmacker, IR, Wasserleitungs-Artikel etc., B'Cto: Vereinsb., ☏ Ia, 431, Kaiser Wilhelm-Str. 111, ⊠ 1, Wohn: Eidelstedterweg 5, ⊠ 30 (1112, 741, 1443, 807)
directory-entry: — Rob., Vierländerstr. 48, ⊠ 27 (440, 295, 634, 310)
directory-entry: Wandkowski, H., Arbtr., Paulinenallee 13, ⊠ 19 (1112, 643, 1432, 658)
directory-entry: — G., Arbtr., Schäferstr. 11, H. 4, ⊠ 6 (776, 1685, 1007, 1700)
margin-mark: 4 (2, 797, 12, 815)
directory-entry: — Carl,Aufseher,Kravenkamp 14,H.4,⊠3 (440, 1239, 690, 1254)
directory-entry: — Wwe, W., Wandsbeckerstieg 69, ⊠ 24 (776, 875, 1022, 890)
directory-entry: Walthersen Wwe., J., Stückenstr. 55/57, ⊠ 23 (776, 1156, 1081, 1171)
directory-entry: — Aug., Osterstr. 159, ⊠ 19 (440, 1007, 611, 1022)
directory-entry: — P., Küfer, Amandastr. 40, H. 2, ⊠ 6 (103, 1421, 330, 1436)
directory-entry: — Leonhard,Wirthsch.,Heidenkampsweg 70, ⊠ 15, Wohn: Frankenstr. 55, ⊠15 (776, 593, 1107, 625)
column-4 (1112, 146, 1443, 1685)
directory-entry: — Ernst, Kellner, Glashüttenstr. 76, H. 3, ⊠ 6 (440, 1520, 719, 1535)
directory-entry: Walter, E. E. R., I/F^a Walter & Niemeyer, Güntherstr. 88, ⊠ 24 (103, 147, 434, 178)
directory-entry: Waltz, B., Maschinist, Lappenbergsallee 31, ⊠ 19 (776, 1288, 1107, 1320)
margin-mark: t: (2, 269, 14, 287)
directory-entry: Waltereit, J. F. M., Maler, Eckernförderstrasse 18, H. 8, ⊠ 4 (440, 742, 771, 774)
directory-entry: — Wwe, F., Stresowstr. 82, H. 2, ⊠ 27 (103, 229, 336, 244)
directory-entry: — Johannes, Makler, B'Cto: Volksb., ☏ II, 1541, Paulinenstr. 16, ⊠ 4 (776, 461, 1107, 492)
directory-entry: — Heinr., Gärtnerstr. 114, ⊠ 30 (776, 329, 971, 344)
directory-entry: Wandmacher, Georg, Procurist, ☏ III, 1542, v. Essenstr. 1, ⊠ 22 (1112, 693, 1443, 724)
directory-entry: — Hinr. Herm., Gemälde-Conservator, B'Cto: Nordd. B., Grindelallee 122, ⊠ 13 (103, 775, 434, 807)
directory-entry: — H., Schmied, Eimsbüttelerchaussee 98, H. A, ⊠ 19 (103, 593, 432, 608)
directory-entry: — J. F., Tischler, Fuhlsbüttelerstr., Weg 108, H. 34, ⊠ 33 (1112, 246, 1443, 277)
directory-entry: — Wwe, J., Quickbornstr. 14, ⊠ 30 (103, 908, 314, 923)
column-2 (440, 146, 771, 1701)
